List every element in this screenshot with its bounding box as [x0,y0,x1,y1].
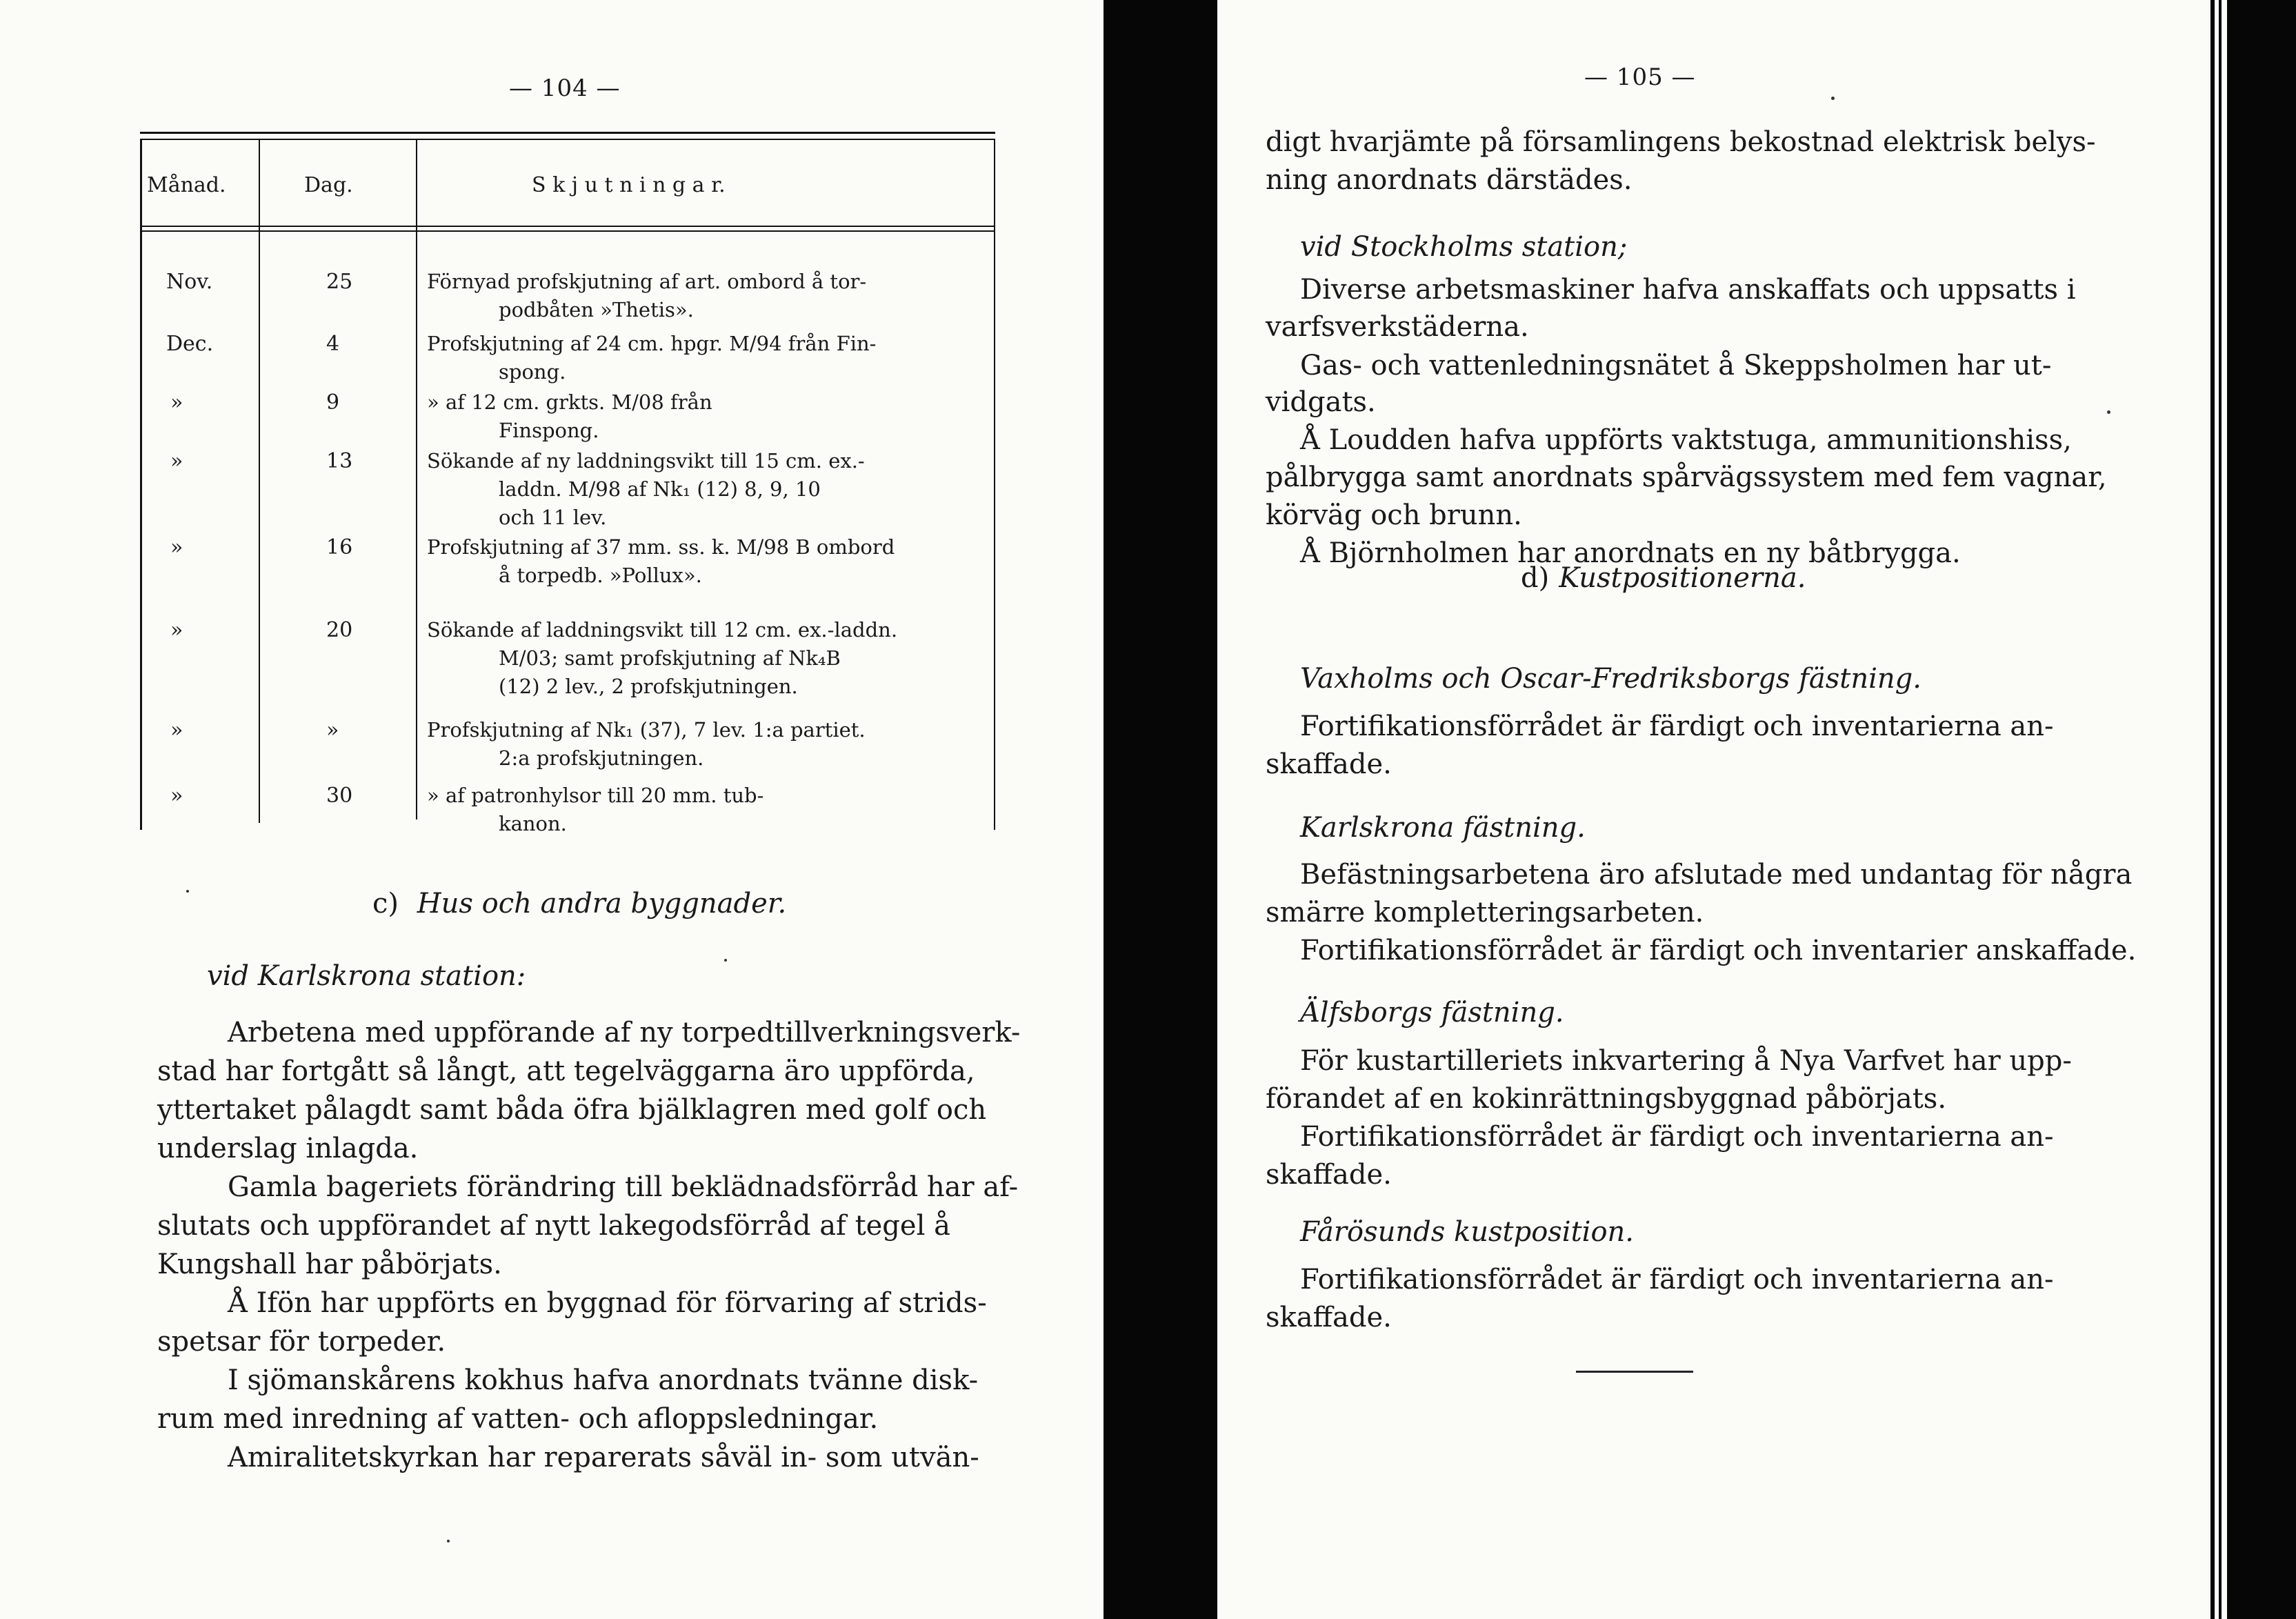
table-cell-day: 9 [326,390,340,415]
table-header-rule [140,230,995,232]
table-cell-month: Dec. [166,332,214,356]
body-line: skaffade. [1266,748,1392,780]
section-label: c) [372,888,399,920]
table-cell-day: » [326,718,339,742]
print-speck [447,1540,450,1542]
body-line: skaffade. [1266,1302,1392,1333]
body-line: Arbetena med uppförande af ny torpedtillverkningsverk- [228,1017,1021,1049]
scan-edge [2227,0,2296,1619]
body-line: smärre kompletteringsarbeten. [1266,897,1704,928]
body-line: Å Loudden hafva uppförts vaktstuga, ammunitionshiss, [1300,424,2072,456]
table-cell-event-line: podbåten »Thetis». [499,298,694,321]
table-cell-month: » [170,390,183,415]
table-top-rule [140,132,995,134]
scan-edge [0,0,138,1619]
print-speck [724,959,727,962]
closing-divider [1576,1371,1693,1373]
subsection-heading: Älfsborgs fästning. [1300,997,1564,1029]
table-cell-day: 16 [326,535,353,559]
body-line: Amiralitetskyrkan har reparerats såväl in- som utvän- [228,1442,979,1473]
section-title: Kustpositionerna. [1559,562,1806,594]
print-speck [2107,410,2110,414]
table-cell-day: 30 [326,784,353,808]
column-header-events: S k j u t n i n g a r. [532,173,726,197]
table-cell-event-line: Profskjutning af 37 mm. ss. k. M/98 B ombord [427,535,895,559]
table-cell-event-line: Profskjutning af Nk₁ (37), 7 lev. 1:a partiet. [427,718,866,742]
body-line: Diverse arbetsmaskiner hafva anskaffats och uppsatts i [1300,274,2076,306]
scan-edge [2210,0,2215,1619]
body-line: varfsverkstäderna. [1266,311,1529,343]
table-cell-event-line: och 11 lev. [499,506,607,529]
station-heading: vid Karlskrona station: [207,960,526,992]
table-cell-month: » [170,449,183,473]
body-line: Fortifikationsförrådet är färdigt och inventarierna an- [1300,711,2054,742]
table-cell-event-line: spong. [499,360,566,384]
section-label: d) [1521,562,1550,594]
body-line: För kustartilleriets inkvartering å Nya Varfvet har upp- [1300,1045,2072,1077]
table-cell-month: » [170,718,183,742]
table-cell-event-line: 2:a profskjutningen. [499,746,704,770]
column-header-month: Månad. [147,173,226,197]
body-line: Gamla bageriets förändring till beklädnadsförråd har af- [228,1171,1019,1203]
body-line: Fortifikationsförrådet är färdigt och inventarier anskaffade. [1300,935,2137,966]
table-cell-day: 4 [326,332,340,356]
table-cell-month: » [170,535,183,559]
body-line: pålbrygga samt anordnats spårvägssystem med fem vagnar, [1266,461,2107,493]
body-line: underslag inlagda. [157,1133,419,1164]
body-line: Befästningsarbetena äro afslutade med undantag för några [1300,859,2133,891]
table-cell-day: 13 [326,449,353,473]
body-line: rum med inredning af vatten- och afloppsledningar. [157,1403,879,1435]
table-header-rule [140,226,995,227]
body-line: slutats och uppförandet af nytt lakegodsförråd af tegel å [157,1210,950,1242]
body-line: Fortifikationsförrådet är färdigt och inventarierna an- [1300,1264,2054,1295]
table-column-rule [994,140,995,830]
station-heading: vid Stockholms station; [1300,231,1628,263]
table-cell-day: 25 [326,270,353,294]
body-line: Kungshall har påbörjats. [157,1249,502,1280]
subsection-heading: Karlskrona fästning. [1300,812,1586,844]
table-cell-event-line: å torpedb. »Pollux». [499,564,702,587]
table-cell-event-line: Finspong. [499,419,599,442]
subsection-heading: Fårösunds kustposition. [1300,1216,1635,1248]
section-heading [372,888,787,920]
page-number: — 104 — [509,75,621,102]
body-line: Å Björnholmen har anordnats en ny båtbrygga. [1300,537,1961,569]
subsection-heading: Vaxholms och Oscar-Fredriksborgs fästning. [1300,663,1921,695]
print-speck [186,890,189,893]
section-title: Hus och andra byggnader. [417,888,787,920]
table-cell-event-line: Sökande af laddningsvikt till 12 cm. ex.-laddn. [427,618,898,642]
table-cell-event-line: Förnyad profskjutning af art. ombord å tor- [427,270,867,293]
table-top-rule [140,139,995,140]
left-page [0,0,1104,1619]
body-line: digt hvarjämte på församlingens bekostnad elektrisk belys- [1266,126,2096,158]
table-cell-event-line: Sökande af ny laddningsvikt till 15 cm. ex.- [427,449,865,473]
table-cell-month: » [170,784,183,808]
firing-table [140,132,995,835]
right-page [1217,0,2296,1619]
body-line: Fortifikationsförrådet är färdigt och inventarierna an- [1300,1121,2054,1153]
body-line: Gas- och vattenledningsnätet å Skeppsholmen har ut- [1300,350,2052,381]
table-cell-event-line: (12) 2 lev., 2 profskjutningen. [499,675,798,698]
table-cell-event-line: Profskjutning af 24 cm. hpgr. M/94 från Fin- [427,332,877,355]
body-line: förandet af en kokinrättningsbyggnad påbörjats. [1266,1083,1947,1115]
body-line: spetsar för torpeder. [157,1326,446,1358]
body-line: Å Ifön har uppförts en byggnad för förvaring af strids- [228,1287,987,1319]
section-heading [1521,564,1806,592]
page-gutter [1104,0,1217,1619]
table-cell-day: 20 [326,618,353,642]
table-column-rule [140,140,142,830]
table-cell-month: Nov. [166,270,213,294]
body-line: stad har fortgått så långt, att tegelväggarna äro uppförda, [157,1055,975,1087]
table-cell-month: » [170,618,183,642]
body-line: körväg och brunn. [1266,499,1522,531]
table-column-rule [259,140,260,823]
table-column-rule [416,140,417,820]
table-cell-event-line: kanon. [499,812,567,835]
table-cell-event-line: » af 12 cm. grkts. M/08 från [427,390,712,414]
body-line: ning anordnats därstädes. [1266,164,1633,196]
table-cell-event-line: laddn. M/98 af Nk₁ (12) 8, 9, 10 [499,477,821,501]
page-number: — 105 — [1584,63,1696,91]
table-cell-event-line: » af patronhylsor till 20 mm. tub- [427,784,764,807]
body-line: skaffade. [1266,1159,1392,1191]
table-cell-event-line: M/03; samt profskjutning af Nk₄B [499,646,841,670]
body-line: yttertaket pålagdt samt båda öfra bjälklagren med golf och [157,1094,987,1126]
column-header-day: Dag. [304,173,353,197]
scan-edge [2219,0,2222,1619]
print-speck [1831,97,1835,100]
body-line: vidgats. [1266,386,1376,418]
body-line: I sjömanskårens kokhus hafva anordnats tvänne disk- [228,1364,979,1396]
